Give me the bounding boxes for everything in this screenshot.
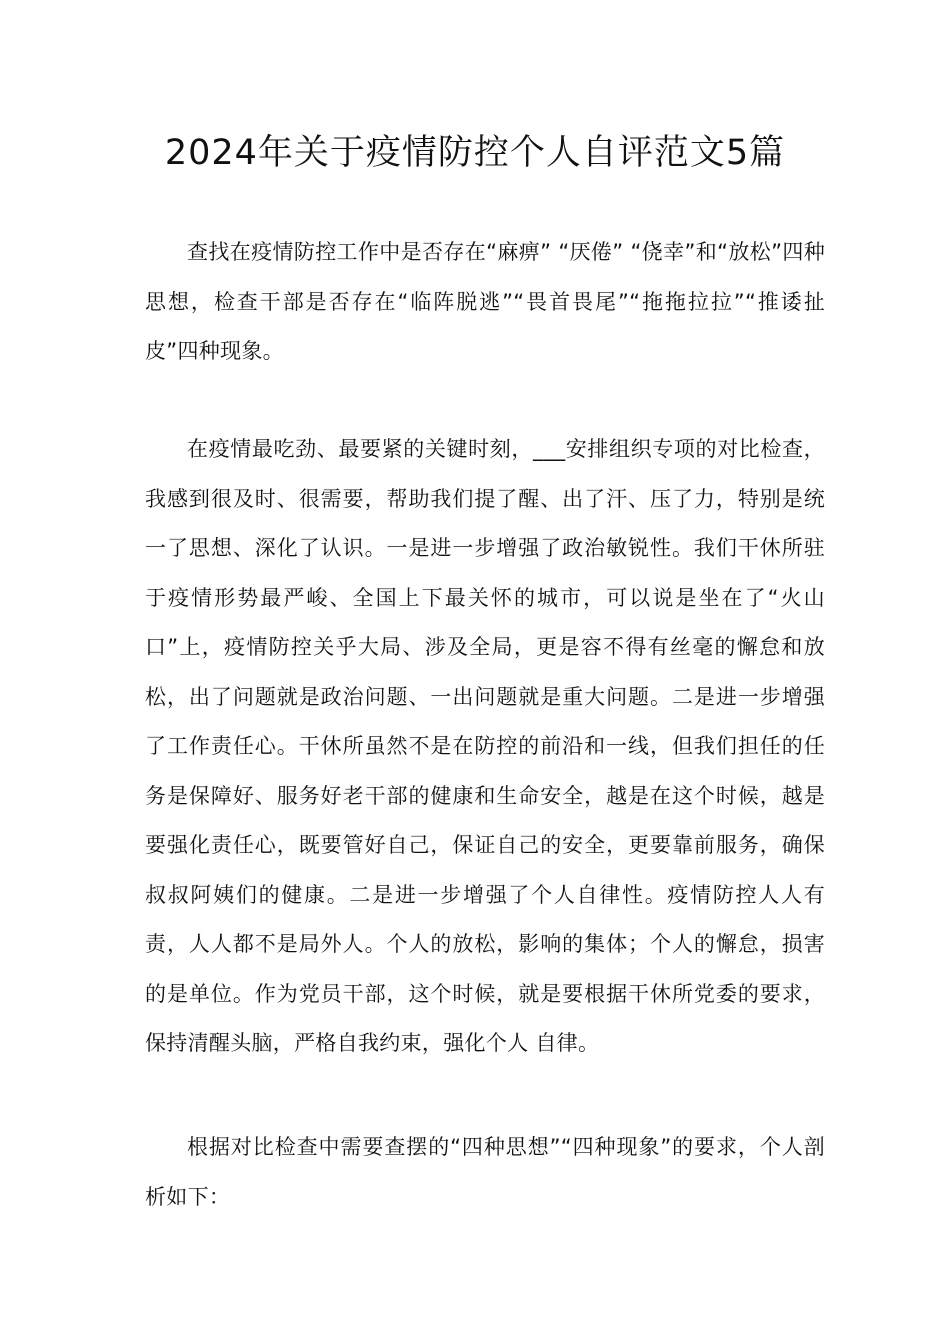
- paragraph-intro: 查找在疫情防控工作中是否存在“麻痹” “厌倦” “侥幸”和“放松”四种思想，检查干部是否存在“临阵脱逃”“畏首畏尾”“拖拖拉拉”“推诿扯皮”四种现象。: [145, 240, 825, 363]
- paragraph-body: 在疫情最吃劲、最要紧的关键时刻，___安排组织专项的对比检查，我感到很及时、很需要，帮助我们提了醒、出了汗、压了力，特别是统一了思想、深化了认识。一是进一步增强了政治敏锐性。我们干休所驻于疫情形势最严峻、全国上下最关怀的城市，可以说是坐在了“火山口”上，疫情防控关乎大局、涉及全局，更是容不得有丝毫的懈怠和放松，出了问题就是政治问题、一出问题就是重大问题。二是进一步增强了工作责任心。干休所虽然不是在防控的前沿和一线，但我们担任的任务是保障好、服务好老干部的健康和生命安全，越是在这个时候，越是要强化责任心，既要管好自己，保证自己的安全，更要靠前服务，确保叔叔阿姨们的健康。二是进一步增强了个人自律性。疫情防控人人有责，人人都不是局外人。个人的放松，影响的集体；个人的懈怠，损害的是单位。作为党员干部，这个时候，就是要根据干休所党委的要求，保持清醒头脑，严格自我约束，强化个人 自律。: [145, 437, 825, 1055]
- document-title: 2024年关于疫情防控个人自评范文5篇: [164, 133, 786, 173]
- paragraph-analysis: 根据对比检查中需要查摆的“四种思想”“四种现象”的要求，个人剖析如下：: [145, 1135, 825, 1209]
